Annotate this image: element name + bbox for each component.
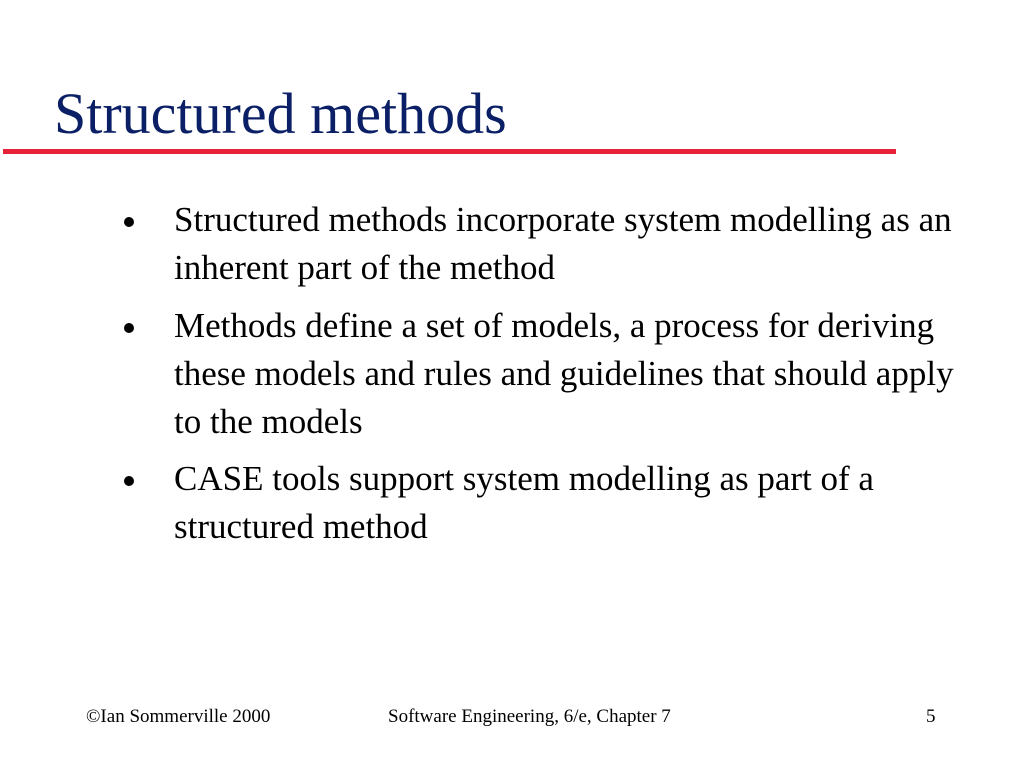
title-underline-rule [3,149,896,154]
slide-title: Structured methods [54,81,507,146]
bullet-text: Methods define a set of models, a process for deriving these models and rules and guidelines that should apply to the models [174,306,954,441]
footer-copyright: ©Ian Sommerville 2000 [86,706,271,727]
bullet-dot-icon [124,217,134,227]
footer-book-reference: Software Engineering, 6/e, Chapter 7 [388,706,671,727]
footer-page-number: 5 [926,706,936,727]
bullet-dot-icon [124,323,134,333]
bullet-dot-icon [124,476,134,486]
bullet-text: CASE tools support system modelling as part of a structured method [174,459,874,546]
bullet-text: Structured methods incorporate system modelling as an inherent part of the method [174,200,952,287]
